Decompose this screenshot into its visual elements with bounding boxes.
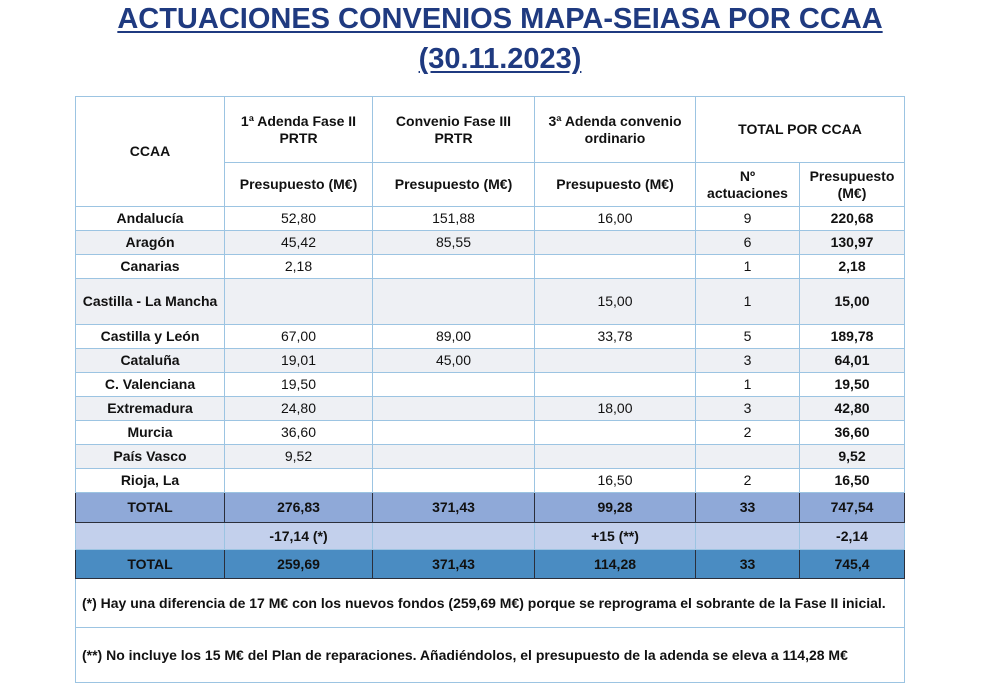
row-col1: 19,01: [225, 349, 373, 373]
row-n: 9: [696, 207, 800, 231]
row-col2: [373, 279, 535, 325]
row-ccaa: Murcia: [76, 421, 225, 445]
row-col1: [225, 279, 373, 325]
row-ccaa: Castilla y León: [76, 325, 225, 349]
footnote-row: [76, 579, 905, 628]
adjustment-total: -2,14: [800, 523, 905, 550]
row-col1: 2,18: [225, 255, 373, 279]
adjustment-col1: -17,14 (*): [225, 523, 373, 550]
footnote-2: (**) No incluye los 15 M€ del Plan de reparaciones. Añadiéndolos, el presupuesto de la adenda se eleva a 114,28 M€: [76, 628, 905, 683]
total-col2: 371,43: [373, 493, 535, 523]
row-n: [696, 445, 800, 469]
table-row: [76, 469, 905, 493]
row-total: 15,00: [800, 279, 905, 325]
row-n: 2: [696, 421, 800, 445]
row-col1: 52,80: [225, 207, 373, 231]
header-convenio-fase-iii: Convenio Fase III PRTR: [373, 97, 535, 163]
total-n: 33: [696, 493, 800, 523]
row-col2: 151,88: [373, 207, 535, 231]
row-col3: 16,50: [535, 469, 696, 493]
subheader-n-actuaciones: Nº actuaciones: [696, 163, 800, 207]
header-adenda-ordinario: 3ª Adenda convenio ordinario: [535, 97, 696, 163]
row-col3: [535, 255, 696, 279]
row-col1: 9,52: [225, 445, 373, 469]
table-row: [76, 207, 905, 231]
final-total-row: [76, 550, 905, 579]
row-ccaa: Castilla - La Mancha: [76, 279, 225, 325]
table-row: [76, 397, 905, 421]
final-total-label: TOTAL: [76, 550, 225, 579]
total-row: [76, 493, 905, 523]
adjustment-col3: +15 (**): [535, 523, 696, 550]
total-col1: 276,83: [225, 493, 373, 523]
row-col2: [373, 421, 535, 445]
table-row: [76, 255, 905, 279]
row-col1: 36,60: [225, 421, 373, 445]
row-ccaa: Andalucía: [76, 207, 225, 231]
header-ccaa: CCAA: [76, 97, 225, 207]
row-n: 2: [696, 469, 800, 493]
row-col3: [535, 445, 696, 469]
row-total: 9,52: [800, 445, 905, 469]
table-row: [76, 373, 905, 397]
row-total: 189,78: [800, 325, 905, 349]
total-budget: 747,54: [800, 493, 905, 523]
row-col1: 19,50: [225, 373, 373, 397]
subheader-presupuesto: Presupuesto (M€): [373, 163, 535, 207]
header-adenda-fase-ii: 1ª Adenda Fase II PRTR: [225, 97, 373, 163]
subheader-presupuesto: Presupuesto (M€): [225, 163, 373, 207]
row-col3: [535, 231, 696, 255]
row-col2: [373, 255, 535, 279]
adjustment-col2: [373, 523, 535, 550]
row-col2: [373, 397, 535, 421]
row-col3: [535, 349, 696, 373]
header-total-por-ccaa: TOTAL POR CCAA: [696, 97, 905, 163]
row-n: 1: [696, 373, 800, 397]
row-col1: 24,80: [225, 397, 373, 421]
row-total: 42,80: [800, 397, 905, 421]
footnote-1: (*) Hay una diferencia de 17 M€ con los nuevos fondos (259,69 M€) porque se reprograma el sobrante de la Fase II inicial.: [76, 579, 905, 628]
row-ccaa: C. Valenciana: [76, 373, 225, 397]
final-total-col1: 259,69: [225, 550, 373, 579]
row-ccaa: Canarias: [76, 255, 225, 279]
total-col3: 99,28: [535, 493, 696, 523]
row-col1: [225, 469, 373, 493]
table-row: [76, 445, 905, 469]
row-col3: 16,00: [535, 207, 696, 231]
row-n: 3: [696, 349, 800, 373]
row-col1: 67,00: [225, 325, 373, 349]
final-total-col3: 114,28: [535, 550, 696, 579]
row-col3: [535, 373, 696, 397]
row-total: 130,97: [800, 231, 905, 255]
row-col3: 18,00: [535, 397, 696, 421]
row-col3: 15,00: [535, 279, 696, 325]
row-ccaa: País Vasco: [76, 445, 225, 469]
adjustment-label: [76, 523, 225, 550]
row-ccaa: Extremadura: [76, 397, 225, 421]
row-col3: [535, 421, 696, 445]
row-n: 1: [696, 279, 800, 325]
row-total: 16,50: [800, 469, 905, 493]
row-ccaa: Rioja, La: [76, 469, 225, 493]
adjustment-n: [696, 523, 800, 550]
row-total: 220,68: [800, 207, 905, 231]
row-total: 64,01: [800, 349, 905, 373]
row-total: 19,50: [800, 373, 905, 397]
row-col2: [373, 445, 535, 469]
row-n: 5: [696, 325, 800, 349]
table-row: [76, 349, 905, 373]
footnote-row: [76, 628, 905, 683]
page-subtitle-date: (30.11.2023): [418, 43, 582, 75]
row-n: 6: [696, 231, 800, 255]
row-col2: [373, 469, 535, 493]
table-row: [76, 421, 905, 445]
row-ccaa: Aragón: [76, 231, 225, 255]
page-title: ACTUACIONES CONVENIOS MAPA-SEIASA POR CCAA: [117, 3, 883, 35]
table-row: [76, 231, 905, 255]
row-total: 36,60: [800, 421, 905, 445]
final-total-col2: 371,43: [373, 550, 535, 579]
final-total-budget: 745,4: [800, 550, 905, 579]
row-n: 1: [696, 255, 800, 279]
subheader-presupuesto-total: Presupuesto (M€): [800, 163, 905, 207]
subheader-presupuesto: Presupuesto (M€): [535, 163, 696, 207]
row-col2: 85,55: [373, 231, 535, 255]
row-col2: 45,00: [373, 349, 535, 373]
row-col2: [373, 373, 535, 397]
adjustment-row: [76, 523, 905, 550]
table-row: [76, 279, 905, 325]
row-col3: 33,78: [535, 325, 696, 349]
final-total-n: 33: [696, 550, 800, 579]
ccaa-budget-table: [75, 96, 905, 683]
row-col2: 89,00: [373, 325, 535, 349]
row-n: 3: [696, 397, 800, 421]
row-ccaa: Cataluña: [76, 349, 225, 373]
row-col1: 45,42: [225, 231, 373, 255]
row-total: 2,18: [800, 255, 905, 279]
total-label: TOTAL: [76, 493, 225, 523]
table-row: [76, 325, 905, 349]
